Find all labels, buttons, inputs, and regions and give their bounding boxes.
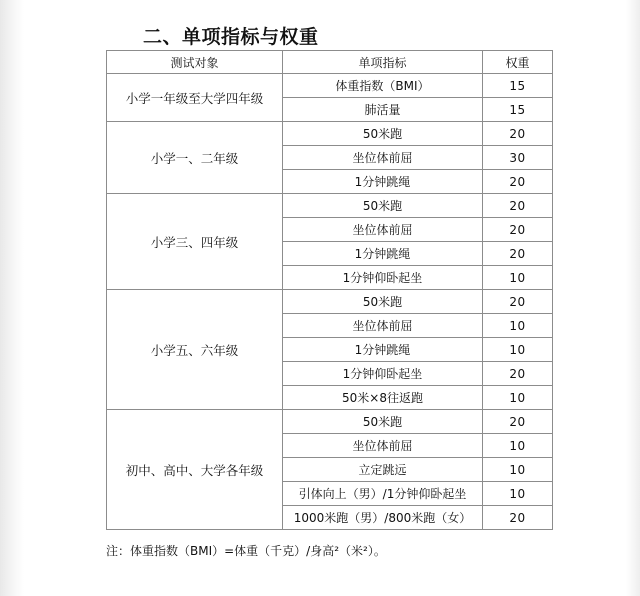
table-row	[107, 122, 553, 146]
table-header	[107, 51, 553, 74]
indicator-cell: 50米跑	[283, 290, 483, 314]
table-row	[107, 194, 553, 218]
section-heading: 二、单项指标与权重	[143, 26, 319, 48]
grade-cell: 小学三、四年级	[107, 194, 283, 290]
weight-cell: 20	[483, 170, 553, 194]
weight-cell: 20	[483, 242, 553, 266]
weight-cell: 10	[483, 314, 553, 338]
indicator-cell: 坐位体前屈	[283, 146, 483, 170]
weight-cell: 10	[483, 434, 553, 458]
indicator-cell: 坐位体前屈	[283, 434, 483, 458]
grade-cell: 初中、高中、大学各年级	[107, 410, 283, 530]
weight-cell: 20	[483, 194, 553, 218]
grade-cell: 小学五、六年级	[107, 290, 283, 410]
indicator-cell: 坐位体前屈	[283, 218, 483, 242]
indicator-cell: 1分钟跳绳	[283, 338, 483, 362]
header-indicator: 单项指标	[283, 51, 483, 74]
indicator-cell: 肺活量	[283, 98, 483, 122]
weight-cell: 20	[483, 290, 553, 314]
table-row	[107, 74, 553, 98]
indicator-cell: 1分钟仰卧起坐	[283, 266, 483, 290]
weight-cell: 10	[483, 266, 553, 290]
page-edge-shadow-right	[626, 0, 640, 596]
header-test-subject: 测试对象	[107, 51, 283, 74]
footnote: 注：体重指数（BMI）=体重（千克）/身高²（米²）。	[106, 544, 386, 558]
header-row	[107, 51, 553, 74]
indicator-cell: 坐位体前屈	[283, 314, 483, 338]
table-row	[107, 410, 553, 434]
weight-cell: 10	[483, 458, 553, 482]
page-edge-shadow	[0, 0, 24, 596]
weight-cell: 15	[483, 98, 553, 122]
table-body	[107, 74, 553, 530]
indicator-cell: 引体向上（男）/1分钟仰卧起坐	[283, 482, 483, 506]
indicator-cell: 50米跑	[283, 410, 483, 434]
indicator-cell: 50米跑	[283, 122, 483, 146]
indicator-cell: 1分钟跳绳	[283, 242, 483, 266]
weight-cell: 20	[483, 362, 553, 386]
weight-cell: 20	[483, 506, 553, 530]
weight-cell: 10	[483, 482, 553, 506]
weight-cell: 20	[483, 218, 553, 242]
indicator-cell: 体重指数（BMI）	[283, 74, 483, 98]
indicator-weight-table	[106, 50, 553, 530]
indicator-cell: 1000米跑（男）/800米跑（女）	[283, 506, 483, 530]
weight-cell: 10	[483, 338, 553, 362]
weight-cell: 10	[483, 386, 553, 410]
weight-cell: 20	[483, 122, 553, 146]
indicator-cell: 1分钟跳绳	[283, 170, 483, 194]
table-row	[107, 290, 553, 314]
indicator-cell: 立定跳远	[283, 458, 483, 482]
weight-cell: 15	[483, 74, 553, 98]
grade-cell: 小学一、二年级	[107, 122, 283, 194]
indicator-cell: 1分钟仰卧起坐	[283, 362, 483, 386]
indicator-cell: 50米跑	[283, 194, 483, 218]
weight-cell: 20	[483, 410, 553, 434]
header-weight: 权重	[483, 51, 553, 74]
grade-cell: 小学一年级至大学四年级	[107, 74, 283, 122]
weight-cell: 30	[483, 146, 553, 170]
indicator-cell: 50米×8往返跑	[283, 386, 483, 410]
